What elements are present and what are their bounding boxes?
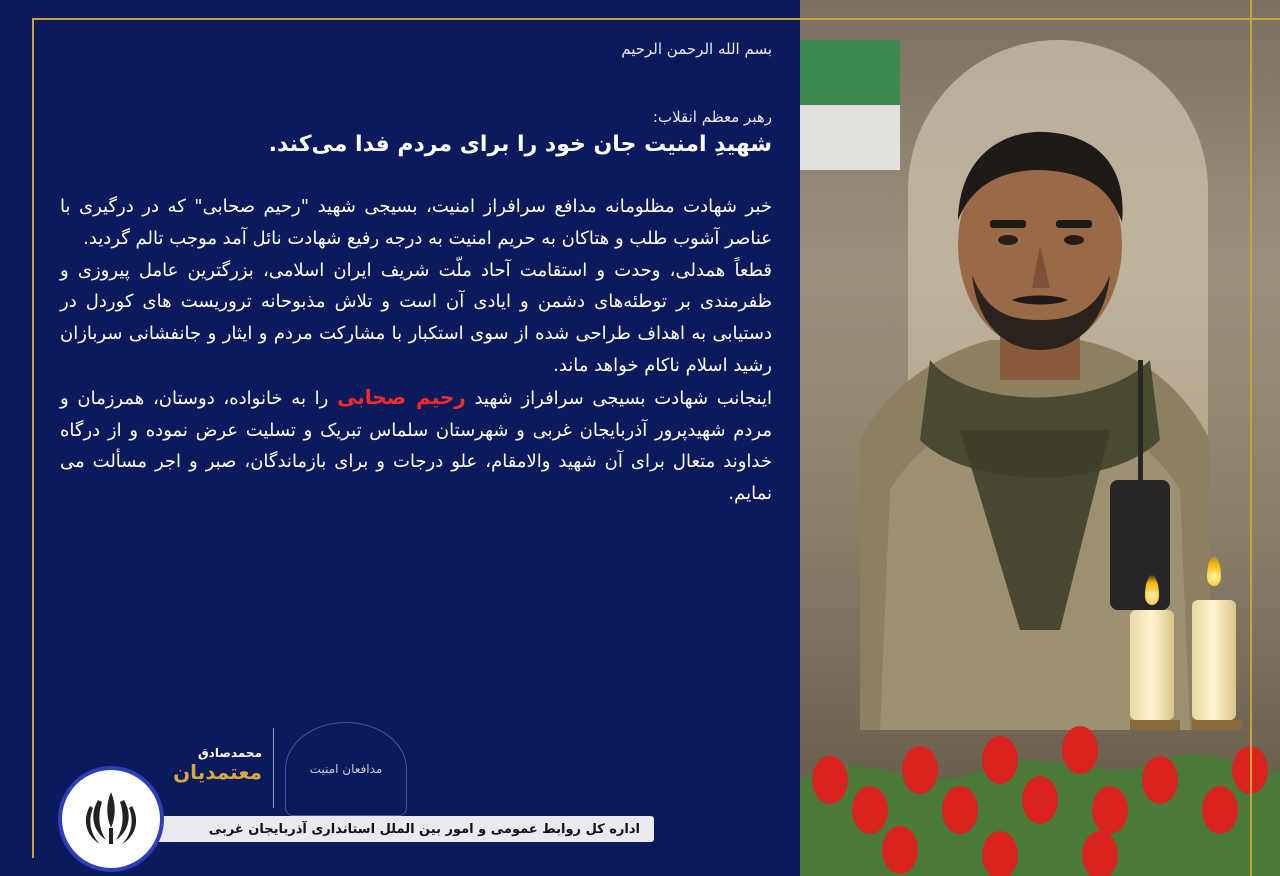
tulip-flowers	[800, 660, 1280, 876]
footer-org-bar	[120, 816, 654, 842]
bismillah: بسم الله الرحمن الرحیم	[621, 40, 772, 58]
paragraph-3	[60, 382, 772, 510]
footer-org-text: اداره کل روابط عمومی و امور بین الملل استانداری آذربایجان غربی	[208, 821, 640, 837]
governor-signature-logo	[150, 726, 262, 804]
gold-frame-left	[32, 18, 34, 858]
leader-label: رهبر معظم انقلاب:	[652, 108, 772, 126]
photo-frame-top	[800, 18, 1280, 20]
logo-divider	[273, 728, 274, 808]
statement-body	[60, 191, 772, 510]
paragraph-2: قطعاً همدلی، وحدت و استقامت آحاد ملّت شریف ایران اسلامی، بزرگترین عامل پیروزی و ظفرمندی بر توطئه‌های دشمن و ایادی آن است و تلاش مذبوحانه تروریست های کوردل در دستیابی به اهداف طراحی شده از سوی استکبار با مشارکت مردم و ایثار و جانفشانی سربازان رشید اسلام ناکام خواهد ماند.	[60, 259, 772, 376]
calligraphy-text: مدافعان امنیت	[309, 762, 383, 776]
photo-frame-right	[1250, 0, 1252, 876]
signature-title-line: معتمدیان	[173, 760, 262, 784]
paragraph-3-end: را به خانواده، دوستان، همرزمان و مردم شهیدپرور آذربایجان غربی و شهرستان سلماس تبریک و تسلیت عرض نموده و از درگاه خداوند متعال برای آن شهید والامقام، علو درجات و برای بازماندگان، صبر و اجر مسألت می نمایم.	[60, 387, 772, 505]
signature-logos	[150, 722, 450, 812]
paragraph-3-start: اینجانب شهادت بسیجی سرافراز شهید	[465, 387, 772, 409]
gold-frame-top	[32, 18, 800, 20]
signature-name-line: محمدصادق	[197, 746, 262, 760]
paragraph-1: خبر شهادت مظلومانه مدافع سرافراز امنیت، بسیجی شهید "رحیم صحابی" که در درگیری با عناصر آشوب طلب و هتاکان به حریم امنیت به درجه رفیع شهادت نائل آمد موجب تالم گردید.	[60, 196, 772, 249]
statement-text-area	[60, 36, 772, 510]
martyr-name: رحیم صحابی	[337, 384, 466, 409]
iran-emblem-icon	[58, 766, 164, 872]
leader-quote: شهیدِ امنیت جان خود را برای مردم فدا می‌کند.	[268, 132, 772, 157]
defenders-of-security-logo	[285, 722, 407, 816]
candle-flame-right	[1207, 556, 1221, 586]
martyr-photo	[800, 0, 1280, 876]
